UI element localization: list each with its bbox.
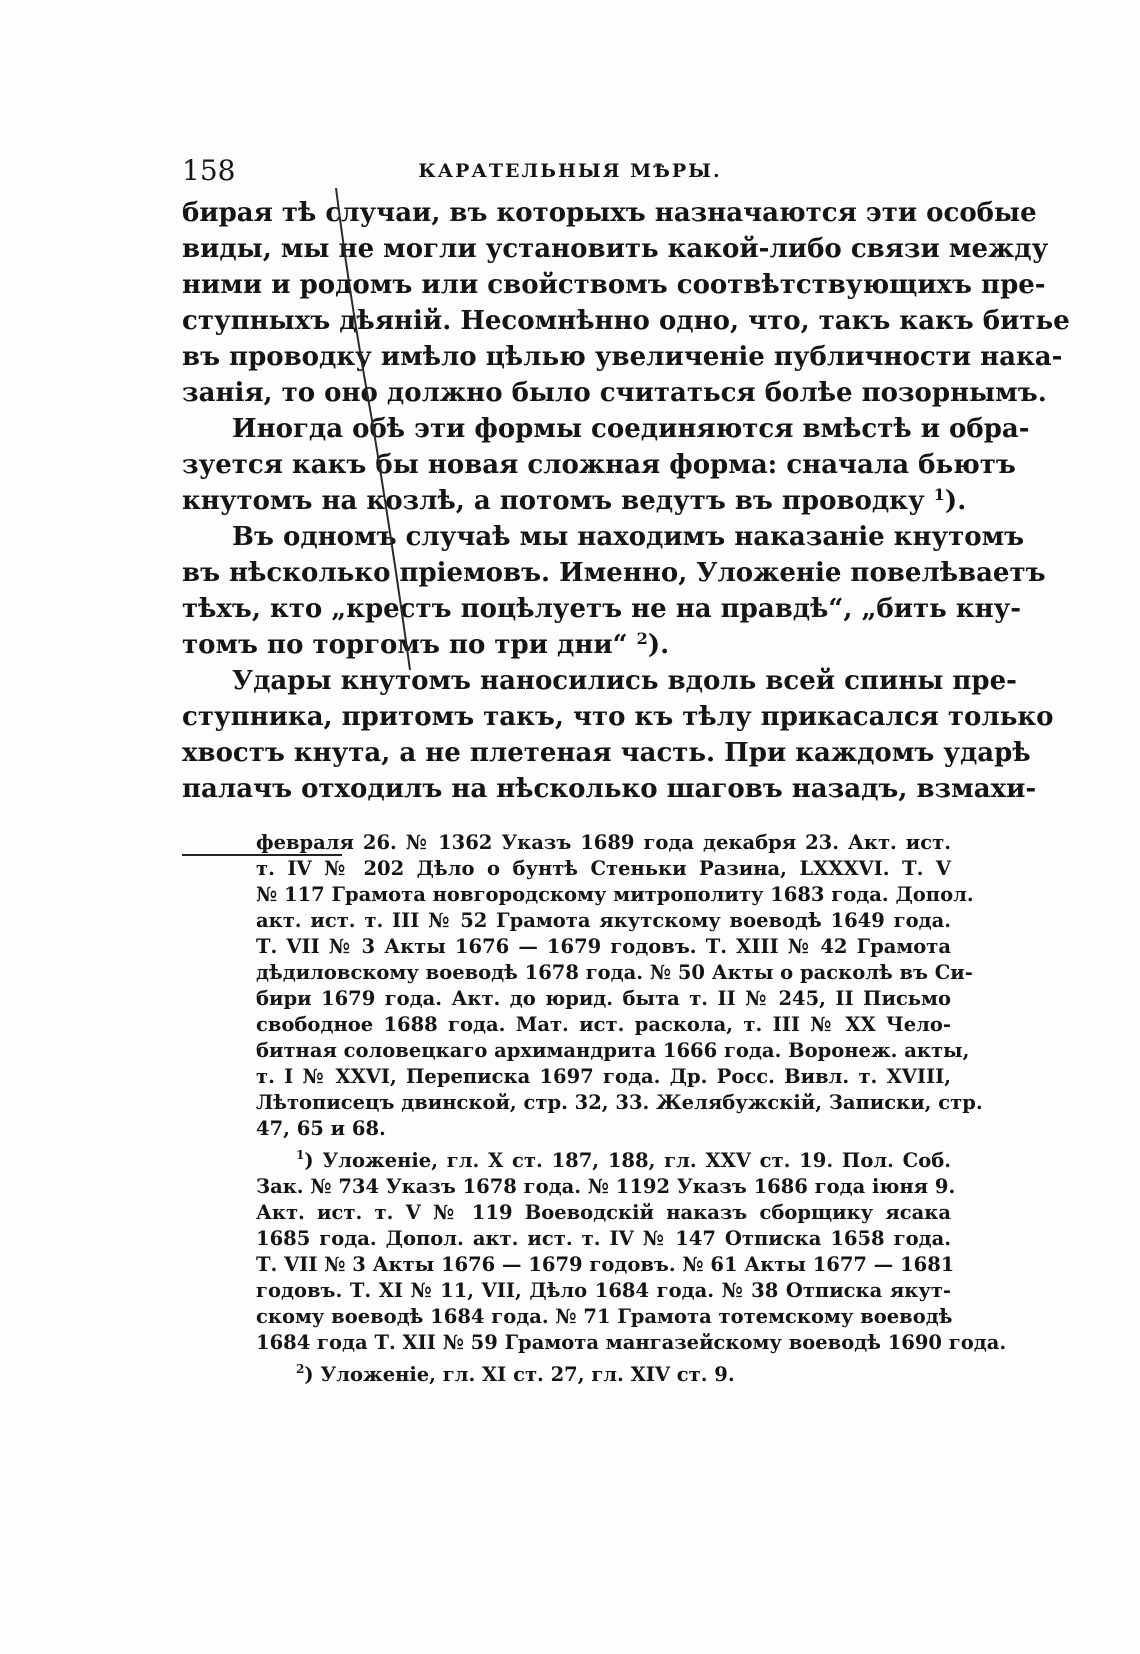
footnote-ref-close: ). <box>944 486 967 516</box>
footnote-marker-1: 1 <box>296 1148 305 1162</box>
body-line: ступника, притомъ такъ, что къ тѣлу прикасался только <box>182 702 1054 732</box>
body-line: бирая тѣ случаи, въ которыхъ назначаются эти особые <box>182 198 1037 228</box>
body-line: Въ одномъ случаѣ мы находимъ наказаніе кнутомъ <box>232 522 1025 552</box>
footnote-line: Лѣтописецъ двинской, стр. 32, 33. Желябужскій, Записки, стр. <box>256 1091 983 1114</box>
page-number: 158 <box>182 154 236 187</box>
footnote-text: ) Уложеніе, гл. X ст. 187, 188, гл. XXV ст. 19. Пол. Соб. <box>304 1149 951 1172</box>
footnote-line: битная соловецкаго архимандрита 1666 года. Воронеж. акты, <box>256 1039 970 1062</box>
footnote-line: т. IV № 202 Дѣло о бунтѣ Стеньки Разина, LXXXVI. Т. V <box>256 857 951 880</box>
footnote-line: февраля 26. № 1362 Указъ 1689 года декабря 23. Акт. ист. <box>256 831 951 854</box>
body-line: въ проводку имѣло цѣлью увеличеніе публичности нака- <box>182 342 1063 372</box>
running-head: КАРАТЕЛЬНЫЯ МѢРЫ. <box>418 160 722 182</box>
body-line: тѣхъ, кто „крестъ поцѣлуетъ не на правдѣ“, „бить кну- <box>182 594 1022 624</box>
footnote-line: 47, 65 и 68. <box>256 1117 386 1140</box>
footnote-ref-close: ). <box>647 630 670 660</box>
body-line: Удары кнутомъ наносились вдоль всей спины пре- <box>232 666 1017 696</box>
footnote-line <box>296 1362 951 1388</box>
footnote-text: ) Уложеніе, гл. XI ст. 27, гл. XIV ст. 9. <box>304 1363 735 1386</box>
body-line: зуется какъ бы новая сложная форма: сначала бьютъ <box>182 450 1016 480</box>
body-line <box>182 630 947 660</box>
footnote-line: годовъ. Т. XI № 11, VII, Дѣло 1684 года. № 38 Отписка якут- <box>256 1279 951 1302</box>
body-line: занія, то оно должно было считаться болѣе позорнымъ. <box>182 378 1047 408</box>
body-line: въ нѣсколько пріемовъ. Именно, Уложеніе повелѣваетъ <box>182 558 1046 588</box>
footnote-line: акт. ист. т. III № 52 Грамота якутскому воеводѣ 1649 года. <box>256 909 951 932</box>
footnote-line <box>296 1148 951 1174</box>
body-line <box>182 485 967 516</box>
footnote-line: 1685 года. Допол. акт. ист. т. IV № 147 Отписка 1658 года. <box>256 1227 951 1250</box>
body-line: палачъ отходилъ на нѣсколько шаговъ назадъ, взмахи- <box>182 774 1037 804</box>
body-line: Иногда обѣ эти формы соединяются вмѣстѣ и обра- <box>232 414 1030 444</box>
footnote-line: свободное 1688 года. Мат. ист. раскола, т. III № XX Чело- <box>256 1013 951 1036</box>
footnote-line: скому воеводѣ 1684 года. № 71 Грамота тотемскому воеводѣ <box>256 1305 953 1328</box>
body-line: виды, мы не могли установить какой-либо связи между <box>182 234 1049 264</box>
footnote-line: т. I № XXVI, Переписка 1697 года. Др. Росс. Вивл. т. XVIII, <box>256 1065 951 1088</box>
body-line: ними и родомъ или свойствомъ соотвѣтствующихъ пре- <box>182 270 1046 300</box>
footnote-ref-2: 2 <box>636 629 648 648</box>
footnote-line: № 117 Грамота новгородскому митрополиту 1683 года. Допол. <box>256 883 974 906</box>
footnote-line: Зак. № 734 Указъ 1678 года. № 1192 Указъ 1686 года іюня 9. <box>256 1175 956 1198</box>
body-line-text: томъ по торгомъ по три дни“ <box>182 630 628 660</box>
footnote-line: дѣдиловскому воеводѣ 1678 года. № 50 Акты о расколѣ въ Си- <box>256 961 973 984</box>
body-line: ступныхъ дѣяній. Несомнѣнно одно, что, такъ какъ битье <box>182 306 1070 336</box>
body-line-text: кнутомъ на козлѣ, а потомъ ведутъ въ проводку <box>182 486 925 516</box>
footnote-line: Т. VII № 3 Акты 1676 — 1679 годовъ. Т. XIII № 42 Грамота <box>256 935 951 958</box>
footnote-ref-1: 1 <box>933 485 945 504</box>
body-line: хвостъ кнута, а не плетеная часть. При каждомъ ударѣ <box>182 738 1031 768</box>
footnote-line: 1684 года Т. XII № 59 Грамота мангазейскому воеводѣ 1690 года. <box>256 1331 1007 1354</box>
footnote-line: Акт. ист. т. V № 119 Воеводскій наказъ сборщику ясака <box>256 1201 951 1224</box>
footnote-marker-2: 2 <box>296 1362 305 1376</box>
footnote-line: бири 1679 года. Акт. до юрид. быта т. II № 245, II Письмо <box>256 987 951 1010</box>
footnote-line: Т. VII № 3 Акты 1676 — 1679 годовъ. № 61 Акты 1677 — 1681 <box>256 1253 955 1276</box>
